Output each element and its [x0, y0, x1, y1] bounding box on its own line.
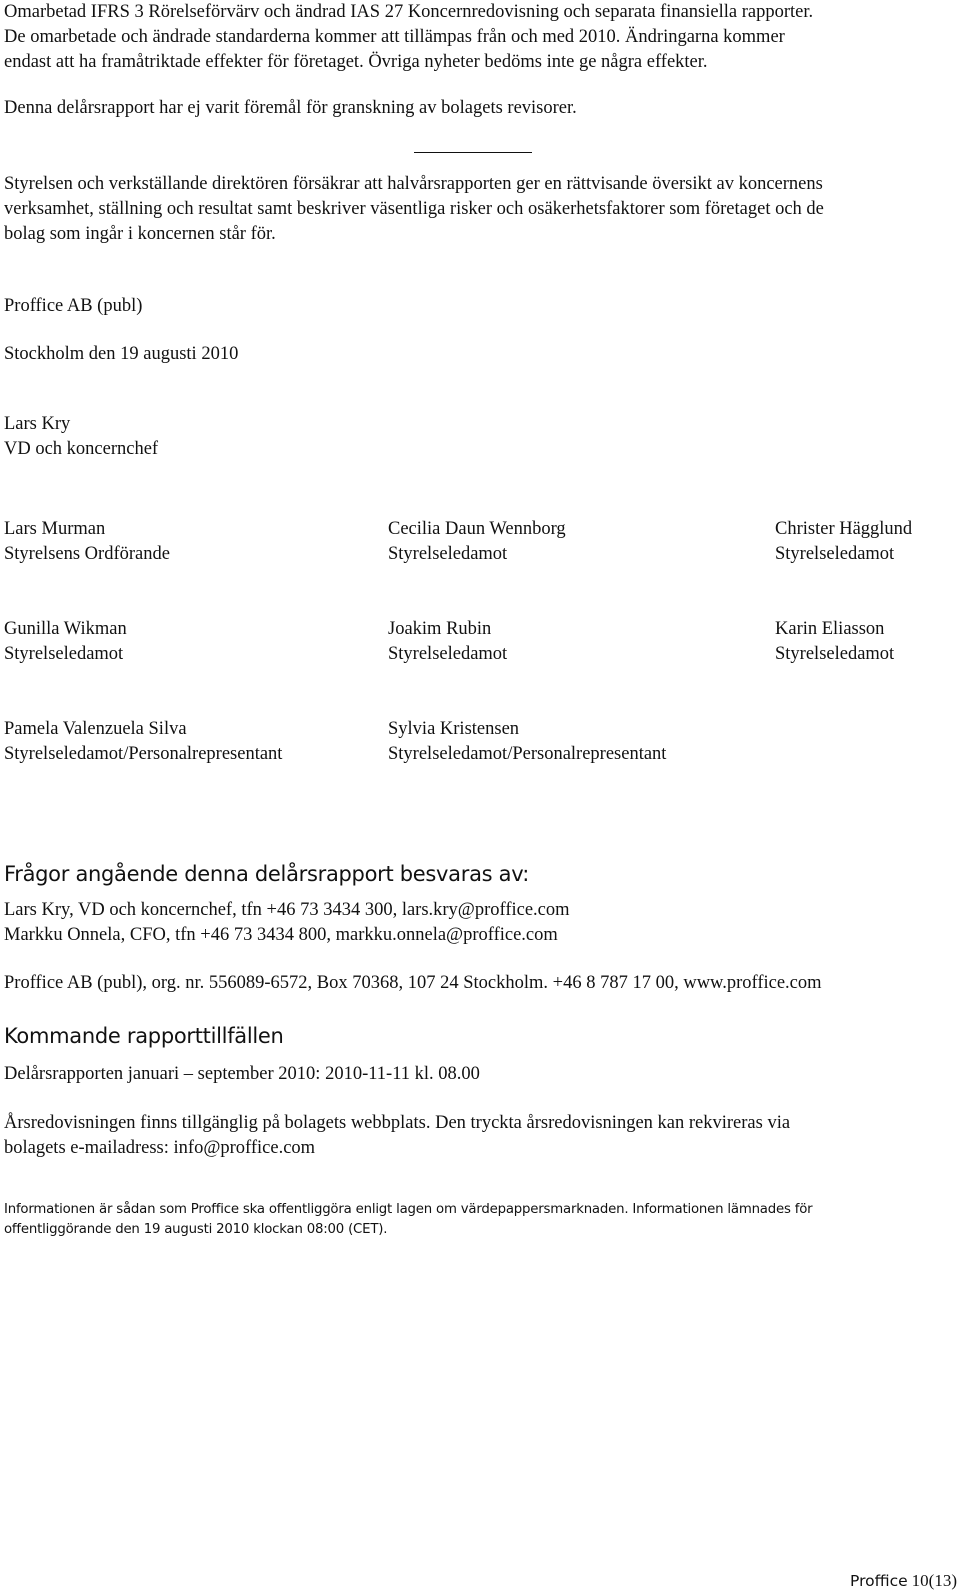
signatory-name: Lars Murman	[4, 519, 106, 539]
signatory-title: Styrelseledamot	[388, 644, 508, 664]
signatory-name: Sylvia Kristensen	[388, 719, 520, 739]
signature-block	[388, 717, 666, 767]
upcoming-reports-heading: Kommande rapporttillfällen	[4, 1024, 284, 1048]
signature-block	[775, 517, 912, 567]
signatory-title: Styrelseledamot	[775, 544, 895, 564]
signature-block	[775, 617, 894, 667]
company-contact-line: Proffice AB (publ), org. nr. 556089-6572, Box 70368, 107 24 Stockholm. +46 8 787 17 00, www.proffice.com	[4, 973, 822, 993]
paragraph-line: offentliggörande den 19 augusti 2010 klockan 08:00 (CET).	[4, 1222, 388, 1237]
signatory-title: Styrelsens Ordförande	[4, 544, 170, 564]
signature-block	[4, 717, 282, 767]
signatory-name: Christer Hägglund	[775, 519, 913, 539]
company-name: Proffice AB (publ)	[4, 296, 143, 316]
signature-block	[4, 617, 127, 667]
paragraph-line: endast att ha framåtriktade effekter för företaget. Övriga nyheter bedöms inte ge några effekter.	[4, 52, 708, 72]
signatory-name: Karin Eliasson	[775, 619, 885, 639]
annual-report-info	[4, 1111, 944, 1161]
signatory-name: Joakim Rubin	[388, 619, 492, 639]
signatory-title: Styrelseledamot	[775, 644, 895, 664]
paragraph-line: Årsredovisningen finns tillgänglig på bolagets webbplats. Den tryckta årsredovisningen kan rekvireras via	[4, 1113, 791, 1133]
signatory-title: Styrelseledamot/Personalrepresentant	[388, 744, 667, 764]
signatory-name: Gunilla Wikman	[4, 619, 127, 639]
ifrs-paragraph	[4, 0, 949, 75]
signature-block	[388, 517, 566, 567]
paragraph-line: De omarbetade och ändrade standarderna kommer att tillämpas från och med 2010. Ändringarna kommer	[4, 27, 785, 47]
paragraph-line: verksamhet, ställning och resultat samt beskriver väsentliga risker och osäkerhetsfaktorer som företaget och de	[4, 199, 824, 219]
signature-block	[388, 617, 507, 667]
signatory-title: Styrelseledamot/Personalrepresentant	[4, 744, 283, 764]
paragraph-line: Informationen är sådan som Proffice ska offentliggöra enligt lagen om värdepappersmarknaden. Informationen lämnades för	[4, 1202, 813, 1217]
contact-line: Markku Onnela, CFO, tfn +46 73 3434 800, markku.onnela@proffice.com	[4, 925, 558, 945]
signatory-title: Styrelseledamot	[388, 544, 508, 564]
footer-brand: Proffice	[850, 1572, 908, 1590]
page-number: 10(13)	[911, 1571, 957, 1590]
signature-block	[4, 517, 170, 567]
page-footer	[850, 1570, 957, 1592]
questions-heading: Frågor angående denna delårsrapport besvaras av:	[4, 862, 529, 886]
signatory-title: VD och koncernchef	[4, 439, 159, 459]
signatory-name: Cecilia Daun Wennborg	[388, 519, 566, 539]
paragraph-line: bolag som ingår i koncernen står för.	[4, 224, 276, 244]
board-assurance-paragraph	[4, 172, 954, 247]
signatory-name: Lars Kry	[4, 414, 71, 434]
place-date: Stockholm den 19 augusti 2010	[4, 344, 239, 364]
disclosure-notice	[4, 1200, 954, 1240]
signatory-name: Pamela Valenzuela Silva	[4, 719, 187, 739]
ceo-signature	[4, 412, 158, 462]
separator-rule	[414, 152, 532, 153]
contact-line: Lars Kry, VD och koncernchef, tfn +46 73 3434 300, lars.kry@proffice.com	[4, 900, 570, 920]
paragraph-line: Styrelsen och verkställande direktören försäkrar att halvårsrapporten ger en rättvisande översikt av koncernens	[4, 174, 823, 194]
audit-statement: Denna delårsrapport har ej varit föremål för granskning av bolagets revisorer.	[4, 98, 577, 118]
next-report-date: Delårsrapporten januari – september 2010: 2010-11-11 kl. 08.00	[4, 1064, 480, 1084]
paragraph-line: bolagets e-mailadress: info@proffice.com	[4, 1138, 316, 1158]
contact-list	[4, 898, 570, 948]
paragraph-line: Omarbetad IFRS 3 Rörelseförvärv och ändrad IAS 27 Koncernredovisning och separata finansiella rapporter.	[4, 2, 814, 22]
signatory-title: Styrelseledamot	[4, 644, 124, 664]
